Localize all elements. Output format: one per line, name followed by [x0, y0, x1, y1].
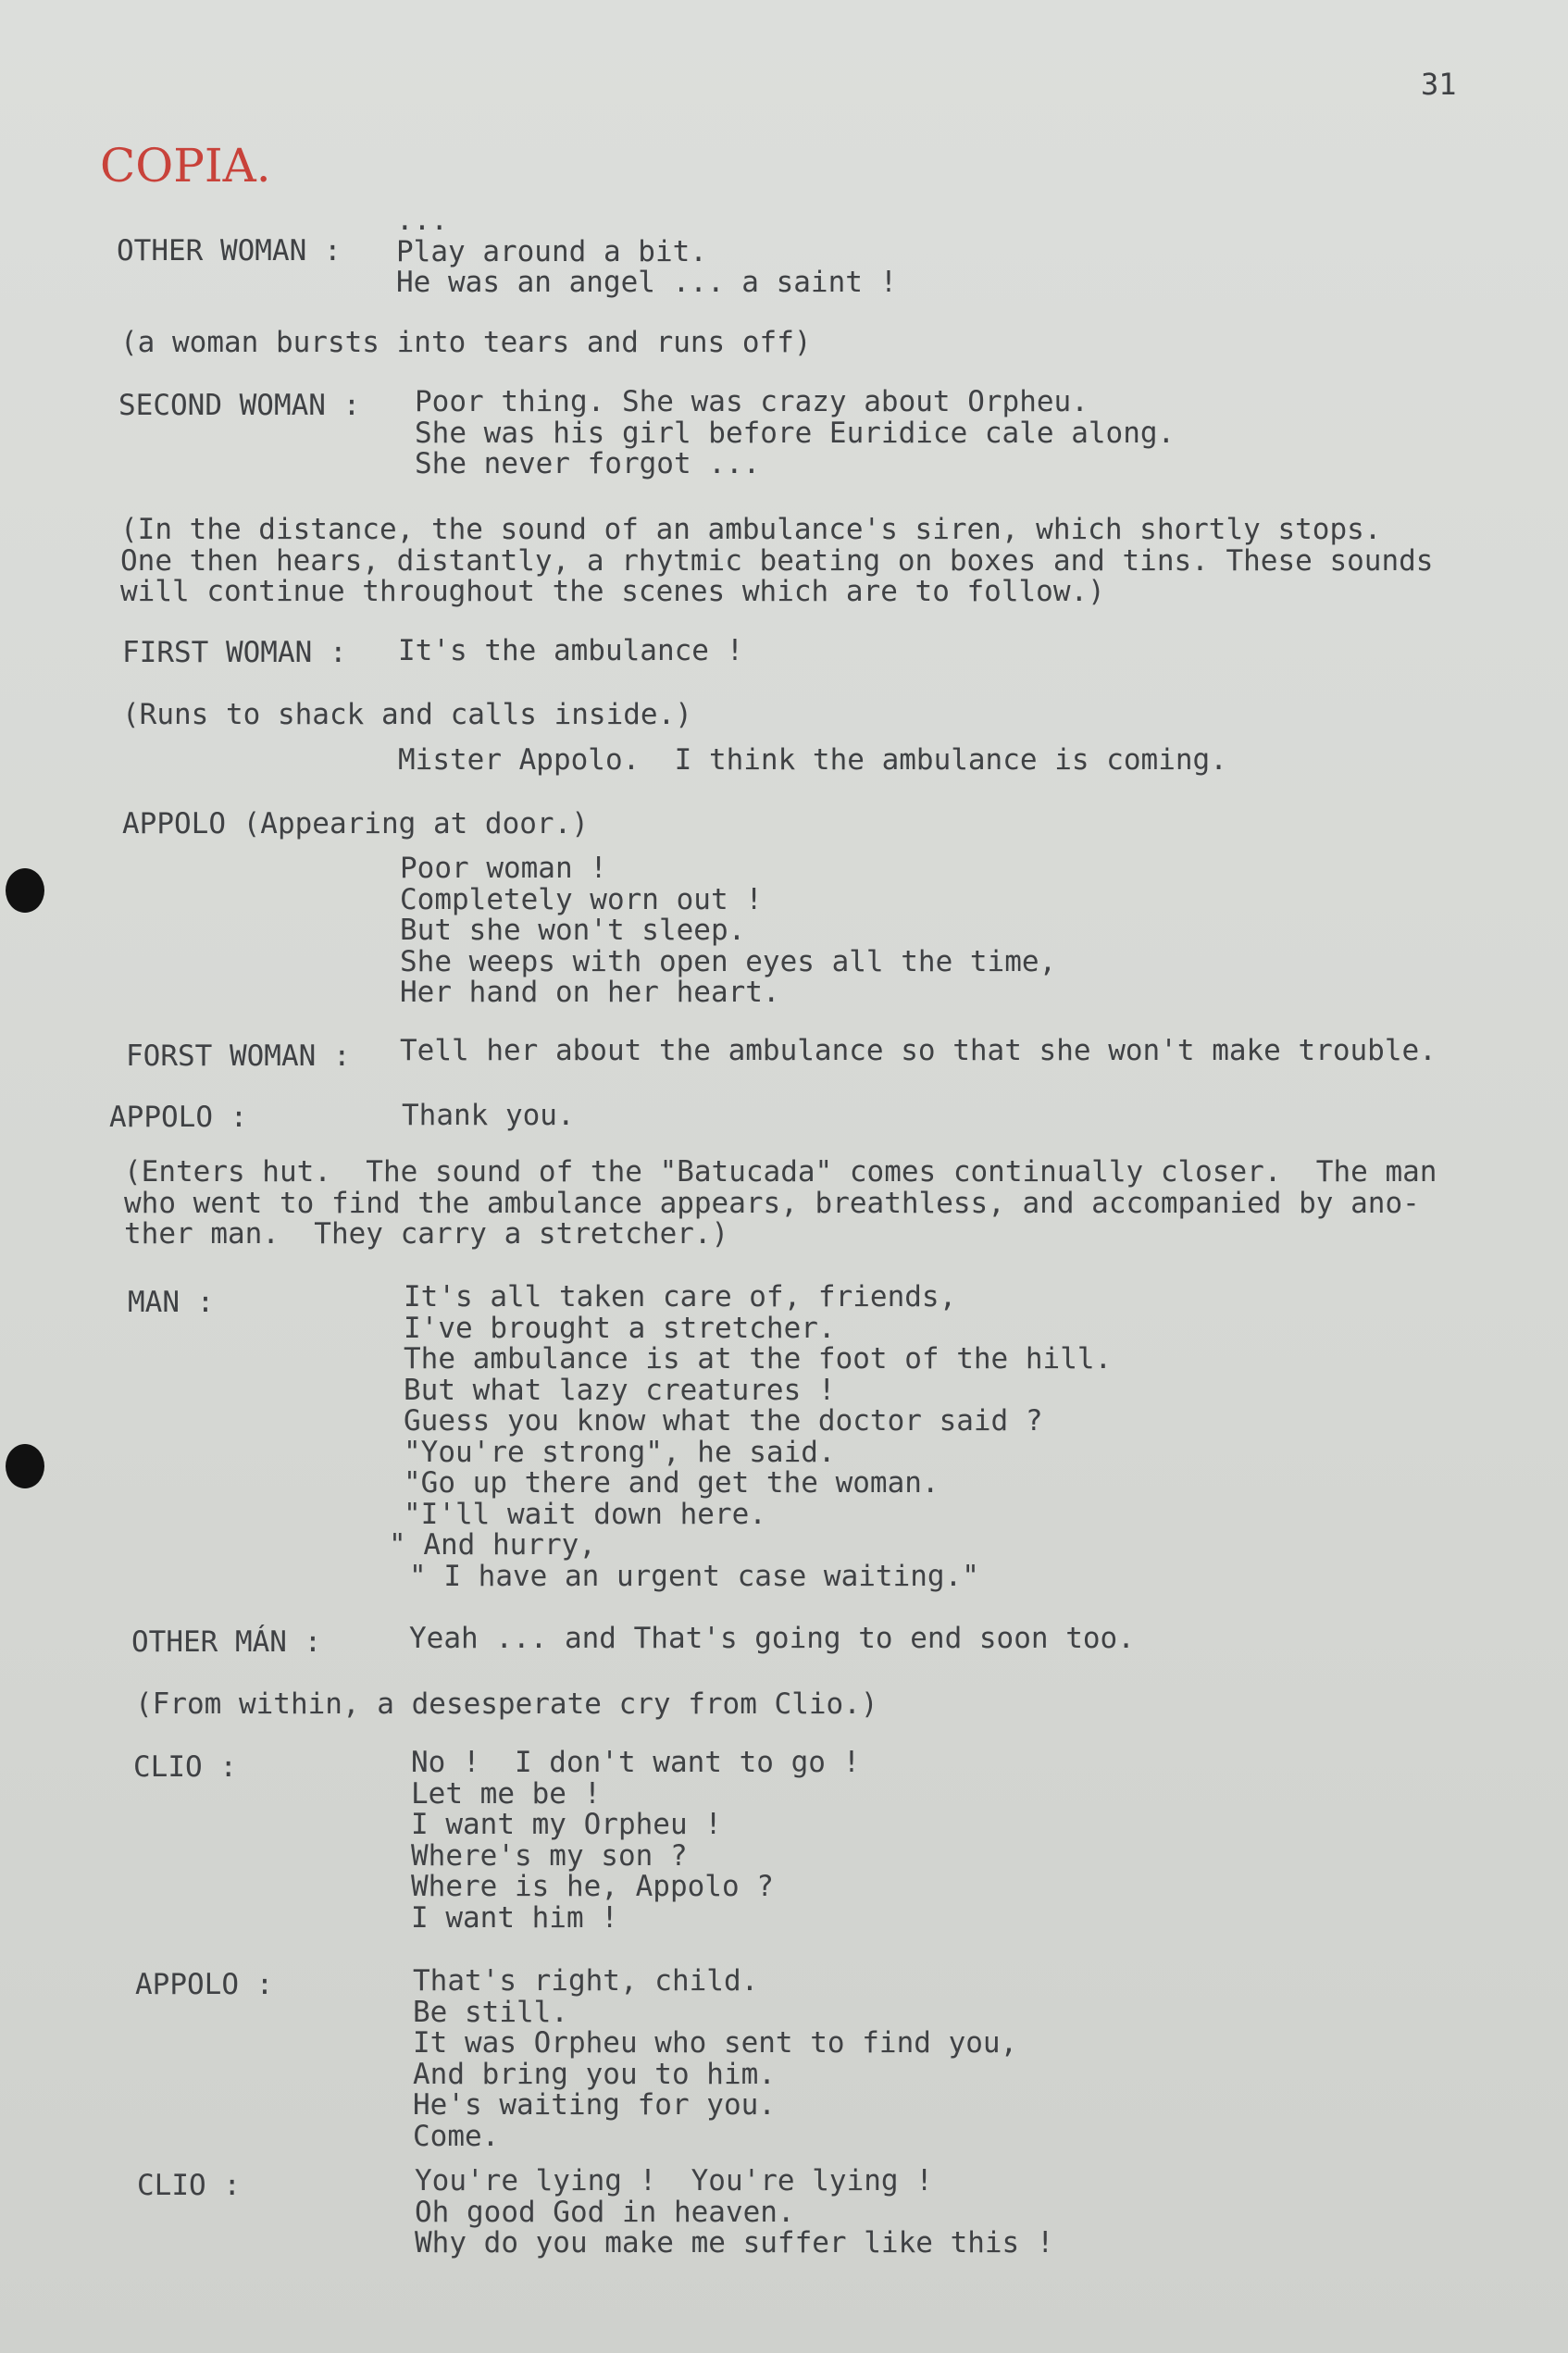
- dialogue-line: But she won't sleep.: [400, 914, 746, 947]
- dialogue-block: [411, 1748, 860, 1934]
- direction-line: (In the distance, the sound of an ambulance's siren, which shortly stops.: [120, 513, 1382, 546]
- dialogue-line: Her hand on her heart.: [400, 976, 780, 1009]
- stage-direction: (a woman bursts into tears and runs off): [120, 326, 812, 359]
- dialogue-line: He was an angel ... a saint !: [396, 266, 898, 299]
- speaker-name: OTHER WOMAN :: [117, 234, 342, 268]
- dialogue-line: Where is he, Appolo ?: [411, 1870, 774, 1903]
- dialogue-block: [415, 2166, 1054, 2260]
- dialogue-line: I want him !: [411, 1900, 618, 1935]
- dialogue-line: It was Orpheu who sent to find you,: [413, 2026, 1018, 2060]
- dialogue-line: " And hurry,: [389, 1528, 596, 1562]
- dialogue-block: [389, 1280, 1113, 1593]
- dialogue-line: Guess you know what the doctor said ?: [404, 1404, 1043, 1438]
- stage-direction: [120, 515, 1433, 608]
- stage-direction: [124, 1157, 1437, 1251]
- dialogue-line: It's all taken care of, friends,: [404, 1280, 957, 1313]
- speaker-name: FORST WOMAN :: [126, 1040, 351, 1073]
- direction-line: who went to find the ambulance appears, breathless, and accompanied by ano-: [124, 1186, 1420, 1220]
- dialogue-line: You're lying ! You're lying !: [415, 2164, 933, 2197]
- dialogue-line: ...: [396, 204, 448, 237]
- speaker-name: APPOLO :: [135, 1968, 274, 2001]
- dialogue-line: " I have an urgent case waiting.": [409, 1559, 979, 1593]
- direction-line: will continue throughout the scenes which are to follow.): [120, 575, 1105, 608]
- dialogue-line: I want my Orpheu !: [411, 1808, 722, 1841]
- dialogue-line: Poor woman !: [400, 852, 607, 885]
- dialogue-line: "You're strong", he said.: [404, 1435, 836, 1469]
- speaker-name: FIRST WOMAN :: [122, 636, 347, 669]
- dialogue-line: Tell her about the ambulance so that she won't make trouble.: [400, 1034, 1437, 1067]
- dialogue-line: Mister Appolo. I think the ambulance is coming.: [398, 743, 1227, 777]
- dialogue-block: [415, 387, 1175, 480]
- dialogue-line: Thank you.: [402, 1099, 575, 1132]
- stage-direction: (Runs to shack and calls inside.): [122, 698, 692, 731]
- dialogue-line: She was his girl before Euridice cale along.: [415, 416, 1176, 450]
- speaker-name: MAN :: [128, 1286, 215, 1319]
- copia-stamp: COPIA.: [100, 139, 271, 193]
- dialogue-line: And bring you to him.: [413, 2057, 776, 2091]
- dialogue-line: Let me be !: [411, 1776, 602, 1811]
- dialogue-line: Completely worn out !: [400, 882, 763, 916]
- speaker-name: CLIO :: [133, 1750, 237, 1784]
- dialogue-line: Why do you make me suffer like this !: [415, 2226, 1054, 2260]
- dialogue-line: Come.: [413, 2119, 500, 2153]
- dialogue-line: It's the ambulance !: [398, 634, 744, 667]
- dialogue-line: Play around a bit.: [396, 234, 707, 268]
- direction-line: (Enters hut. The sound of the "Batucada" comes continually closer. The man: [124, 1155, 1437, 1189]
- speaker-name: APPOLO :: [109, 1101, 248, 1134]
- dialogue-block: [400, 853, 1056, 1009]
- dialogue-line: She never forgot ...: [415, 447, 761, 480]
- dialogue-block: [413, 1966, 1017, 2152]
- dialogue-line: Yeah ... and That's going to end soon too.: [409, 1622, 1135, 1655]
- dialogue-line: No ! I don't want to go !: [411, 1746, 861, 1779]
- dialogue-line: She weeps with open eyes all the time,: [400, 944, 1057, 978]
- dialogue-line: That's right, child.: [413, 1964, 759, 1998]
- punch-hole: [6, 868, 44, 913]
- dialogue-line: I've brought a stretcher.: [404, 1311, 836, 1345]
- speaker-name: OTHER MÁN :: [131, 1625, 322, 1659]
- speaker-name: CLIO :: [137, 2169, 241, 2202]
- dialogue-line: "Go up there and get the woman.: [404, 1466, 940, 1500]
- dialogue-line: Where's my son ?: [411, 1838, 688, 1873]
- direction-line: One then hears, distantly, a rhytmic beating on boxes and tins. These sounds: [120, 543, 1434, 578]
- speaker-name: SECOND WOMAN :: [118, 389, 361, 422]
- dialogue-line: Oh good God in heaven.: [415, 2195, 795, 2229]
- direction-line: ther man. They carry a stretcher.): [124, 1217, 729, 1251]
- stage-direction: (From within, a desesperate cry from Clio.): [135, 1687, 878, 1721]
- dialogue-line: Be still.: [413, 1995, 568, 2029]
- stage-direction: APPOLO (Appearing at door.): [122, 807, 589, 840]
- dialogue-line: He's waiting for you.: [413, 2088, 776, 2122]
- dialogue-line: Poor thing. She was crazy about Orpheu.: [415, 385, 1089, 418]
- dialogue-line: But what lazy creatures !: [404, 1373, 836, 1407]
- page-number: 31: [1421, 67, 1457, 102]
- dialogue-line: The ambulance is at the foot of the hill.: [404, 1342, 1113, 1376]
- dialogue-block: [396, 205, 897, 299]
- punch-hole: [6, 1444, 44, 1488]
- dialogue-line: "I'll wait down here.: [404, 1497, 766, 1531]
